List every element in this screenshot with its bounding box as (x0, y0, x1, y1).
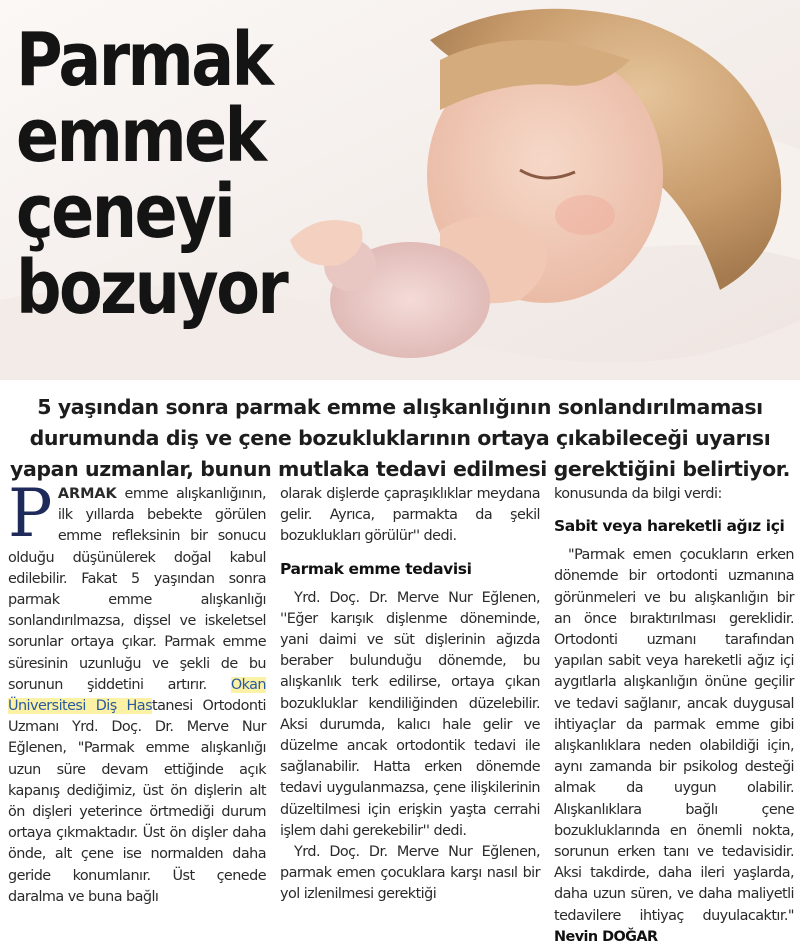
body-text: emme alışkanlığının, ilk yıllarda bebekte görülen emme refleksinin bir sonucu olduğu düşünülerek doğal kabul edilebilir. Fakat 5 yaşından sonra parmak emme alışkanlığı sonlandırılmazsa, dişsel ve iskeletsel sorunlar ortaya çıkar. Parmak emme süresinin uzunluğu ve şekli de bu sorunun şiddetini artırır. (8, 486, 266, 693)
body-paragraph: Yrd. Doç. Dr. Merve Nur Eğlenen, ''Eğer karışık dişlenme döneminde, yani daimi ve süt dişlerinin ağızda beraber bulunduğu dönemde, bu alışkanlık terk edilirse, ortaya çıkan bozukluklar kendiliğinden düzelebilir. Aksi durumda, kalıcı hale gelir ve düzelme ancak ortodontik tedavi ile sağlanabilir. Hatta erken dönemde tedavi uygulanmazsa, çene ilişkilerinin düzeltilmesi için erişkin yaşta cerrahi işlem dahi gerekebilir'' dedi. (280, 589, 540, 839)
body-text: tanesi Ortodonti Uzmanı Yrd. Doç. Dr. Merve Nur Eğlenen, "Parmak emme alışkanlığı uzun süre devam ettiğinde açık kapanış dediğimiz, üst ön dişlerin alt ön dişleri yeterince örtmediği durum ortaya çıkmaktadır. Üst ön dişler daha önde, alt çene ise normalden daha geride konumlanır. Üst çenede daralma ve buna bağlı (8, 698, 266, 905)
headline-line: bozuyor (16, 245, 287, 331)
headline-line: emmek (16, 93, 265, 179)
body-paragraph: konusunda da bilgi verdi: (554, 486, 722, 502)
body-paragraph (554, 545, 794, 948)
headline (16, 17, 287, 331)
article-column-1 (8, 475, 266, 908)
body-paragraph (8, 475, 266, 908)
subheading: Sabit veya hareketli ağız içi (554, 517, 785, 536)
headline-line: çeneyi (16, 169, 234, 255)
subheading: Parmak emme tedavisi (280, 559, 472, 578)
lead-word: ARMAK (57, 486, 117, 502)
article-column-3 (554, 484, 794, 948)
author-byline: Nevin DOĞAR (554, 928, 658, 945)
hero-photo (0, 0, 800, 380)
body-paragraph: olarak dişlerde çapraşıklıklar meydana gelir. Ayrıca, parmakta da şekil bozuklukları görülür'' dedi. (280, 486, 540, 545)
lead-paragraph: 5 yaşından sonra parmak emme alışkanlığının sonlandırılmaması durumunda diş ve çene bozukluklarının ortaya çıkabileceği uyarısı yapan uzmanlar, bunun mutlaka tedavi edilmesi gerektiğini belirtiyor. (10, 395, 790, 481)
article-column-2 (280, 484, 540, 906)
body-paragraph: Yrd. Doç. Dr. Merve Nur Eğlenen, parmak emen çocuklara karşı nasıl bir yol izlenilmesi gerektiği (280, 844, 540, 903)
headline-line: Parmak (16, 17, 272, 103)
highlighted-institution: Okan Üniversitesi Diş Has (8, 676, 266, 715)
drop-cap: P (8, 475, 52, 552)
body-text: "Parmak emen çocukların erken dönemde bir ortodonti uzmanına görünmeleri ve bu alışkanlığın bir an önce bıraktırılması gereklidir. Ortodonti uzmanı tarafından yapılan sabit veya hareketli ağız içi aygıtlarla alışkanlığın önüne geçilir ve tedavi sağlanır, ancak duygusal ihtiyaçlar da parmak emme gibi alışkanlıklara neden olabildiği için, aynı zamanda bir psikolog desteği almak da uygun olabilir. Alışkanlıklara bağlı çene bozukluklarında en önemli nokta, sorunun erken tanı ve tedavisidir. Aksi takdirde, daha ileri yaşlarda, daha uzun süren, ve daha maliyetli tedavilere ihtiyaç duyulacaktır." (554, 547, 794, 924)
